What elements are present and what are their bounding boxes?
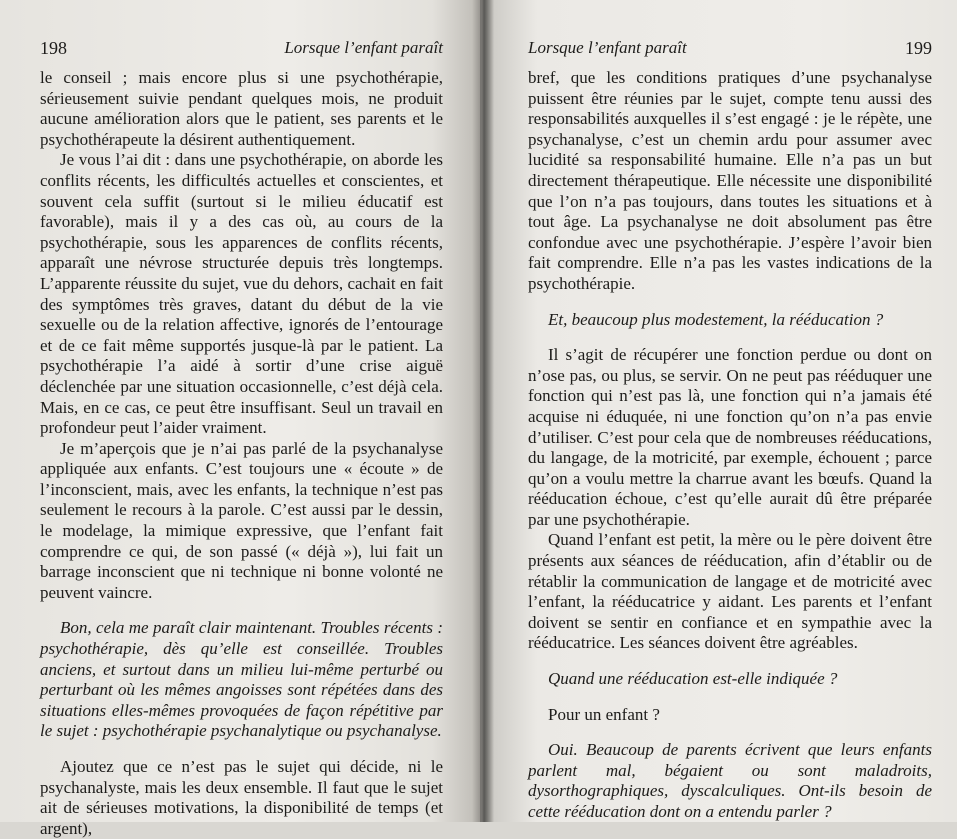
page-number-left: 198	[40, 38, 67, 58]
paragraph: Je vous l’ai dit : dans une psychothérapie, on aborde les conflits récents, les difficultés actuelles et conscientes, et souvent cela suffit (surtout si le milieu éducatif est favorable), mais il y a des cas où, au cours de la psychothérapie, sous les apparences de conflits récents, apparaît une névrose structurée depuis très longtemps. L’apparente réussite du sujet, vue du dehors, cachait en fait des symptômes très graves, datant du début de la vie sexuelle ou de la relation affective, ignorés de l’entourage et de ce fait même supportés jusque-là par le patient. La psychothérapie l’a aidé à sortir d’une crise aiguë déclenchée par une situation occasionnelle, c’est déjà cela. Mais, en ce cas, ce peut être insuffisant. Seul un travail en profondeur peut l’aider vraiment.	[40, 150, 443, 438]
running-title-right: Lorsque l’enfant paraît	[528, 38, 687, 57]
book-gutter-shadow	[472, 0, 494, 822]
left-body-text	[40, 68, 443, 839]
question-paragraph: Et, beaucoup plus modestement, la rééducation ?	[548, 309, 884, 329]
running-title-left: Lorsque l’enfant paraît	[284, 38, 443, 57]
right-page	[480, 0, 957, 822]
question-paragraph: Oui. Beaucoup de parents écrivent que leurs enfants parlent mal, bégaient ou sont maladroits, dysorthographiques, dyscalculiques. Ont-ils besoin de cette rééducation dont on a entendu parler ?	[528, 740, 932, 821]
paragraph: Ajoutez que ce n’est pas le sujet qui décide, ni le psychanalyste, mais les deux ensemble. Il faut que le sujet ait de sérieuses motivations, la disponibilité de temps (et argent),	[40, 757, 443, 838]
paragraph: bref, que les conditions pratiques d’une psychanalyse puissent être réunies par le sujet, compte tenu aussi des responsabilités auxquelles il s’est engagé : je le répète, une psychanalyse, c’est un chemin ardu pour assumer avec lucidité sa responsabilité humaine. Elle n’a pas un but directement thérapeutique. Elle nécessite une disponibilité que l’on n’a pas toujours, dans toutes les situations et à tout âge. La psychanalyse ne doit absolument pas être confondue avec une psychothérapie. J’espère l’avoir bien fait comprendre. Elle n’a pas les vastes indications de la psychothérapie.	[528, 68, 932, 293]
paragraph: le conseil ; mais encore plus si une psychothérapie, sérieusement suivie pendant quelques mois, ne produit aucune amélioration alors que le patient, ses parents et le psychothérapeute la désirent authentiquement.	[40, 68, 443, 149]
right-body-text	[528, 68, 932, 823]
paragraph: Quand l’enfant est petit, la mère ou le père doivent être présents aux séances de rééducation, afin d’établir ou de rétablir la communication de langage et de motricité avec l’enfant, la rééducatrice y aidant. Les parents et l’enfant doivent se sentir en confiance et en sympathie avec la rééducatrice. Les séances doivent être agréables.	[528, 530, 932, 653]
page-number-right: 199	[905, 38, 932, 58]
question-paragraph: Bon, cela me paraît clair maintenant. Troubles récents : psychothérapie, dès qu’elle est conseillée. Troubles anciens, et surtout dans un milieu lui-même perturbé ou perturbant où les mêmes angoisses sont répétées dans des situations elles-mêmes provoquées de façon répétitive par le sujet : psychothérapie psychanalytique ou psychanalyse.	[40, 618, 443, 741]
question-paragraph: Quand une rééducation est-elle indiquée ?	[548, 669, 838, 689]
paragraph: Il s’agit de récupérer une fonction perdue ou dont on n’ose pas, ou plus, se servir. On ne peut pas rééduquer une fonction qui n’est pas là, une fonction qui n’a jamais été acquise ni éduquée, ni une fonction qu’on n’a pas envie d’utiliser. C’est pour cela que de nombreuses rééducations, du langage, de la motricité, par exemple, échouent ; parce qu’on a voulu mettre la charrue avant les bœufs. Quand la rééducation échoue, c’est qu’elle aurait dû être préparée par une psychothérapie.	[528, 345, 932, 529]
paragraph: Pour un enfant ?	[548, 704, 660, 724]
paragraph: Je m’aperçois que je n’ai pas parlé de la psychanalyse appliquée aux enfants. C’est toujours une « écoute » de l’inconscient, mais, avec les enfants, la technique n’est pas seulement le recours à la parole. C’est aussi par le dessin, le modelage, la mimique expressive, que l’enfant fait comprendre ce qui, de son passé (« déjà »), lui fait un barrage inconscient que ni technique ni bonne volonté ne peuvent vaincre.	[40, 438, 443, 602]
